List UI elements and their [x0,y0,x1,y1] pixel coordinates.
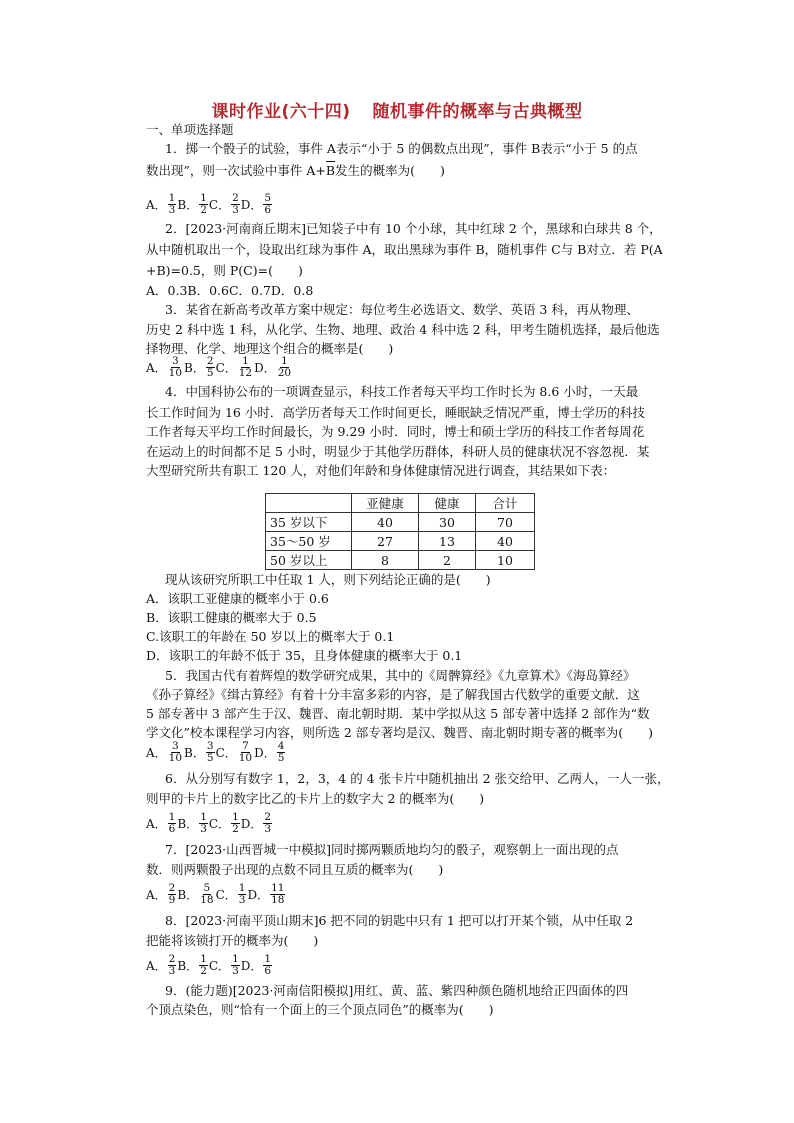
table-cell: 2 [419,551,476,570]
option-fraction [168,954,177,977]
option-label: D． [254,360,276,375]
option-fraction [231,193,240,216]
table-cell: 50 岁以上 [266,551,352,570]
fraction-numerator: 1 [200,952,207,965]
fraction-numerator: 1 [168,191,176,204]
table-row [266,532,535,551]
fraction-numerator: 1 [232,952,239,965]
q9-line2: 个顶点染色，则“恰有一个面上的三个顶点同色”的概率为( ) [146,1002,494,1017]
table-row [266,551,535,570]
fraction-denominator: 18 [271,893,285,906]
fraction-denominator: 3 [168,203,176,216]
option-fraction [168,741,183,764]
q4-option-d: D．该职工的年龄不低于 35，且身体健康的概率大于 0.1 [146,648,463,663]
option-fraction [263,193,272,216]
table-cell: 35～50 岁 [266,532,352,551]
q6-line1: 6．从分别写有数字 1，2，3，4 的 4 张卡片中随机抽出 2 张交给甲、乙两人，一人一张， [165,771,670,786]
q4-line1: 4．中国科协公布的一项调查显示，科技工作者每天平均工作时长为 8.6 小时，一天最 [165,384,639,399]
option-label: A． [146,816,167,831]
option-fraction [206,356,215,379]
table-header-cell: 健康 [419,494,476,513]
fraction-numerator: 2 [168,881,176,894]
q4-line5: 大型研究所共有职工 120 人，对他们年龄和身体健康情况进行调查，其结果如下表： [146,463,616,478]
q7-line2: 数．则两颗骰子出现的点数不同且互质的概率为( ) [146,862,444,877]
q2-options: A．0.3B．0.6C．0.7D．0.8 [146,283,314,298]
option-fraction [199,954,208,977]
option-label: A． [146,745,167,760]
option-fraction [263,954,272,977]
q5-line2: 《孙子算经》《缉古算经》有着十分丰富多彩的内容，是了解我国古代数学的重要文献．这 [146,687,640,702]
fraction-denominator: 3 [168,964,176,977]
q1-line1: 1．掷一个骰子的试验，事件 A表示“小于 5 的偶数点出现”，事件 B表示“小于 5 的点 [165,141,638,156]
fraction-numerator: 5 [203,881,211,894]
option-label: B． [177,816,199,831]
fraction-numerator: 3 [172,354,179,367]
fraction-denominator: 6 [168,822,176,835]
table-header-cell: 亚健康 [352,494,419,513]
option-label: B． [184,360,205,375]
option-label: A． [146,958,167,973]
q9-line1: 9．(能力题)[2023·河南信阳模拟]用红、黄、蓝、紫四种颜色随机地给正四面体的四 [165,983,629,998]
fraction-denominator: 6 [264,203,272,216]
option-fraction [277,356,292,379]
section-heading: 一、单项选择题 [146,122,234,137]
option-label: A． [146,887,167,902]
q3-line2: 历史 2 科中选 1 科，从化学、生物、地理、政治 4 科中选 2 科，甲考生随机选择，最后他选 [146,322,660,337]
fraction-numerator: 1 [264,952,272,965]
table-cell: 40 [352,513,419,532]
option-label: B． [184,745,205,760]
q4-line2: 长工作时间为 16 小时．高学历者每天工作时间更长，睡眠缺乏情况严重，博士学历的科技 [146,405,645,420]
option-fraction [199,193,208,216]
fraction-numerator: 2 [206,354,214,367]
q4-question: 现从该研究所职工中任取 1 人，则下列结论正确的是( ) [165,572,491,587]
option-fraction [206,741,215,764]
q7-options [146,879,286,909]
fraction-numerator: 2 [168,952,176,965]
fraction-denominator: 5 [277,751,285,764]
table-cell: 13 [419,532,476,551]
fraction-numerator: 7 [242,739,249,752]
table-header-cell: 合计 [476,494,535,513]
fraction-denominator: 3 [264,822,272,835]
table-cell: 70 [476,513,535,532]
option-label: C． [215,887,237,902]
q1-line2b: 发生的概率为( ) [335,163,445,178]
option-label: C． [215,745,237,760]
option-label: C． [208,816,231,831]
option-fraction [238,356,253,379]
option-fraction [231,812,240,835]
fraction-denominator: 5 [206,751,214,764]
table-cell: 40 [476,532,535,551]
q4-option-c: C.该职工的年龄在 50 岁以上的概率大于 0.1 [146,629,395,644]
table-header-cell [266,494,352,513]
q5-line4: 学文化”校本课程学习内容，则所选 2 部专著均是汉、魏晋、南北朝时期专著的概率为( ) [146,725,654,740]
option-label: D． [240,197,263,212]
option-fraction [199,883,214,906]
option-fraction [168,883,177,906]
option-fraction [277,741,286,764]
fraction-denominator: 2 [200,203,207,216]
option-fraction [270,883,285,906]
q1-complement-b: B [325,163,336,178]
fraction-numerator: 1 [242,354,249,367]
fraction-denominator: 3 [200,822,207,835]
table-header-row [266,494,535,513]
option-label: C． [208,958,231,973]
fraction-numerator: 5 [264,191,272,204]
q5-line1: 5．我国古代有着辉煌的数学研究成果，其中的《周髀算经》《九章算术》《海岛算经》 [165,668,636,683]
fraction-numerator: 3 [172,739,179,752]
q2-line3: +B)=0.5，则 P(C)=( ) [146,263,303,278]
fraction-numerator: 1 [232,810,239,823]
option-fraction [231,954,240,977]
table-row [266,513,535,532]
fraction-numerator: 11 [271,881,285,894]
q2-line1: 2．[2023·河南商丘期末]已知袋子中有 10 个小球，其中红球 2 个，黑球和白球共 8 个， [165,221,662,236]
title-part-2: 随机事件的概率与古典概型 [372,102,583,122]
q5-line3: 5 部专著中 3 部产生于汉、魏晋、南北朝时期．某中学拟从这 5 部专著中选择 2 部作为“数 [146,706,650,721]
table-cell: 30 [419,513,476,532]
fraction-numerator: 1 [238,881,246,894]
q1-options [146,189,273,219]
fraction-numerator: 2 [232,191,239,204]
option-label: D． [254,745,276,760]
fraction-denominator: 5 [206,366,214,379]
q8-options [146,950,273,980]
fraction-denominator: 12 [238,366,253,379]
option-fraction [168,193,177,216]
fraction-denominator: 10 [168,751,183,764]
q1-line2a: 数出现”，则一次试验中事件 A+ [146,163,326,178]
fraction-denominator: 10 [168,366,183,379]
option-fraction [238,883,247,906]
option-label: A． [146,197,167,212]
fraction-numerator: 1 [168,810,176,823]
health-survey-table [265,493,535,570]
option-label: C． [208,197,231,212]
q4-line4: 在运动上的时间都不足 5 小时，明显少于其他学历群体，科研人员的健康状况不容忽视．某 [146,444,650,459]
option-fraction [199,812,208,835]
option-fraction [263,812,272,835]
fraction-numerator: 1 [281,354,288,367]
fraction-denominator: 3 [238,893,246,906]
q4-option-b: B．该职工健康的概率大于 0.5 [146,610,317,625]
q6-line2: 则甲的卡片上的数字比乙的卡片上的数字大 2 的概率为( ) [146,791,485,806]
q8-line1: 8．[2023·河南平顶山期末]6 把不同的钥匙中只有 1 把可以打开某个锁，从中任取 2 [165,913,634,928]
fraction-numerator: 3 [206,739,214,752]
fraction-denominator: 9 [168,893,176,906]
table-cell: 8 [352,551,419,570]
q5-options [146,737,286,767]
option-fraction [238,741,253,764]
q8-line2: 把能将该锁打开的概率为( ) [146,933,319,948]
q7-line1: 7．[2023·山西晋城一中模拟]同时掷两颗质地均匀的骰子，观察朝上一面出现的点 [165,842,619,857]
fraction-denominator: 20 [277,366,292,379]
page-title [0,97,794,122]
title-part-1: 课时作业(六十四) [211,102,351,122]
option-label: B． [177,958,199,973]
q3-line3: 择物理、化学、地理这个组合的概率是( ) [146,341,394,356]
fraction-denominator: 6 [264,964,272,977]
fraction-numerator: 4 [277,739,285,752]
q6-options [146,808,273,838]
option-fraction [168,812,177,835]
q3-line1: 3．某省在新高考改革方案中规定：每位考生必选语文、数学、英语 3 科，再从物理、 [165,302,639,317]
option-label: B． [177,197,199,212]
fraction-denominator: 10 [238,751,253,764]
q2-line2: 从中随机取出一个，设取出红球为事件 A，取出黑球为事件 B，随机事件 C与 B对立．若 P(A [146,242,663,257]
fraction-denominator: 18 [200,893,214,906]
table-cell: 35 岁以下 [266,513,352,532]
option-label: D． [240,958,263,973]
table-cell: 27 [352,532,419,551]
q4-option-a: A．该职工亚健康的概率小于 0.6 [146,591,329,606]
option-label: A． [146,360,167,375]
fraction-numerator: 1 [200,191,207,204]
fraction-denominator: 2 [232,822,239,835]
q1-line2 [146,163,666,179]
option-fraction [168,356,183,379]
fraction-numerator: 1 [200,810,207,823]
option-label: D． [240,816,263,831]
fraction-denominator: 3 [232,964,239,977]
q3-options [146,352,293,382]
table-cell: 10 [476,551,535,570]
q4-line3: 工作者每天平均工作时间最长，为 9.29 小时．同时，博士和硕士学历的科技工作者每周花 [146,424,645,439]
option-label: B． [177,887,199,902]
option-label: C． [215,360,237,375]
fraction-denominator: 3 [232,203,239,216]
fraction-numerator: 2 [264,810,272,823]
fraction-denominator: 2 [200,964,207,977]
option-label: D． [247,887,270,902]
